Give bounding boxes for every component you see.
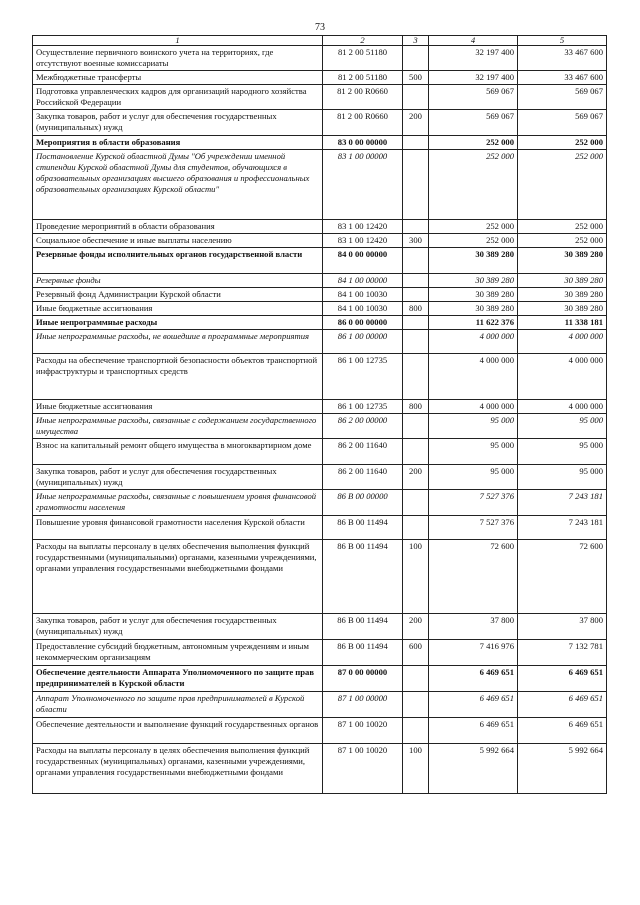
expense-type-cell — [403, 439, 429, 465]
target-code-cell: 87 0 00 00000 — [323, 666, 403, 692]
expense-name-cell: Иные бюджетные ассигнования — [33, 302, 323, 316]
table-row — [33, 400, 607, 414]
expense-name-cell: Постановление Курской областной Думы "Об учреждении именной стипендии Курской областной Думы для студентов, обучающихся в образовательных организациях высшего образования и профессиональных образовательных организациях Курской области" — [33, 150, 323, 220]
target-code-cell: 81 2 00 R0660 — [323, 85, 403, 110]
table-row — [33, 414, 607, 439]
target-code-cell: 86 В 00 11494 — [323, 540, 403, 614]
table-row — [33, 85, 607, 110]
target-code-cell: 87 1 00 10020 — [323, 718, 403, 744]
expense-name-cell: Закупка товаров, работ и услуг для обеспечения государственных (муниципальных) нужд — [33, 465, 323, 490]
table-row — [33, 744, 607, 794]
table-row — [33, 330, 607, 354]
table-row — [33, 46, 607, 71]
target-code-cell: 81 2 00 51180 — [323, 71, 403, 85]
expense-name-cell: Осуществление первичного воинского учета на территориях, где отсутствуют военные комиссариаты — [33, 46, 323, 71]
table-row — [33, 316, 607, 330]
expense-name-cell: Расходы на обеспечение транспортной безопасности объектов транспортной инфраструктуры и транспортных средств — [33, 354, 323, 400]
expense-name-cell: Иные бюджетные ассигнования — [33, 400, 323, 414]
expense-type-cell: 200 — [403, 465, 429, 490]
amount-col5-cell: 30 389 280 — [518, 302, 607, 316]
target-code-cell: 81 2 00 51180 — [323, 46, 403, 71]
table-row — [33, 516, 607, 540]
target-code-cell: 86 2 00 11640 — [323, 439, 403, 465]
expense-name-cell: Повышение уровня финансовой грамотности населения Курской области — [33, 516, 323, 540]
expense-name-cell: Предоставление субсидий бюджетным, автономным учреждениям и иным некоммерческим организациям — [33, 640, 323, 666]
table-row — [33, 614, 607, 640]
amount-col5-cell: 569 067 — [518, 85, 607, 110]
amount-col5-cell: 7 243 181 — [518, 490, 607, 516]
target-code-cell: 83 1 00 00000 — [323, 150, 403, 220]
amount-col4-cell: 37 800 — [429, 614, 518, 640]
expense-type-cell — [403, 150, 429, 220]
target-code-cell: 86 1 00 00000 — [323, 330, 403, 354]
expense-name-cell: Резервный фонд Администрации Курской области — [33, 288, 323, 302]
expense-type-cell: 200 — [403, 614, 429, 640]
expense-type-cell: 300 — [403, 234, 429, 248]
target-code-cell: 86 В 00 11494 — [323, 516, 403, 540]
target-code-cell: 86 2 00 11640 — [323, 465, 403, 490]
amount-col4-cell: 30 389 280 — [429, 248, 518, 274]
amount-col5-cell: 95 000 — [518, 414, 607, 439]
table-row — [33, 465, 607, 490]
amount-col5-cell: 95 000 — [518, 439, 607, 465]
expense-name-cell: Обеспечение деятельности и выполнение функций государственных органов — [33, 718, 323, 744]
amount-col5-cell: 252 000 — [518, 136, 607, 150]
expense-type-cell: 200 — [403, 110, 429, 136]
expense-name-cell: Проведение мероприятий в области образования — [33, 220, 323, 234]
amount-col5-cell: 33 467 600 — [518, 46, 607, 71]
header-col-1: 1 — [33, 36, 323, 46]
amount-col4-cell: 252 000 — [429, 234, 518, 248]
expense-name-cell: Мероприятия в области образования — [33, 136, 323, 150]
target-code-cell: 86 В 00 00000 — [323, 490, 403, 516]
target-code-cell: 87 1 00 10020 — [323, 744, 403, 794]
expense-type-cell — [403, 274, 429, 288]
expense-name-cell: Иные непрограммные расходы — [33, 316, 323, 330]
table-row — [33, 234, 607, 248]
expense-type-cell — [403, 248, 429, 274]
table-row — [33, 540, 607, 614]
amount-col5-cell: 569 067 — [518, 110, 607, 136]
amount-col5-cell: 30 389 280 — [518, 274, 607, 288]
amount-col4-cell: 72 600 — [429, 540, 518, 614]
header-col-5: 5 — [518, 36, 607, 46]
table-row — [33, 288, 607, 302]
table-row — [33, 640, 607, 666]
table-row — [33, 439, 607, 465]
amount-col5-cell: 252 000 — [518, 150, 607, 220]
expense-name-cell: Социальное обеспечение и иные выплаты населению — [33, 234, 323, 248]
amount-col5-cell: 7 243 181 — [518, 516, 607, 540]
expense-type-cell — [403, 46, 429, 71]
amount-col4-cell: 95 000 — [429, 465, 518, 490]
table-row — [33, 150, 607, 220]
table-row — [33, 136, 607, 150]
target-code-cell: 86 В 00 11494 — [323, 614, 403, 640]
target-code-cell: 81 2 00 R0660 — [323, 110, 403, 136]
expense-name-cell: Иные непрограммные расходы, не вошедшие в программные мероприятия — [33, 330, 323, 354]
expense-name-cell: Резервные фонды исполнительных органов государственной власти — [33, 248, 323, 274]
expense-type-cell — [403, 316, 429, 330]
expense-type-cell — [403, 354, 429, 400]
table-row — [33, 302, 607, 316]
amount-col4-cell: 7 527 376 — [429, 516, 518, 540]
expense-name-cell: Закупка товаров, работ и услуг для обеспечения государственных (муниципальных) нужд — [33, 110, 323, 136]
table-row — [33, 354, 607, 400]
target-code-cell: 84 1 00 10030 — [323, 288, 403, 302]
amount-col4-cell: 5 992 664 — [429, 744, 518, 794]
amount-col4-cell: 7 527 376 — [429, 490, 518, 516]
expense-type-cell — [403, 136, 429, 150]
amount-col4-cell: 252 000 — [429, 220, 518, 234]
amount-col5-cell: 4 000 000 — [518, 330, 607, 354]
amount-col5-cell: 6 469 651 — [518, 718, 607, 744]
expense-type-cell — [403, 666, 429, 692]
expense-name-cell: Подготовка управленческих кадров для организаций народного хозяйства Российской Федерации — [33, 85, 323, 110]
target-code-cell: 84 1 00 00000 — [323, 274, 403, 288]
amount-col5-cell: 5 992 664 — [518, 744, 607, 794]
expense-type-cell — [403, 692, 429, 718]
header-col-3: 3 — [403, 36, 429, 46]
amount-col5-cell: 37 800 — [518, 614, 607, 640]
amount-col4-cell: 6 469 651 — [429, 718, 518, 744]
target-code-cell: 86 В 00 11494 — [323, 640, 403, 666]
expense-type-cell — [403, 288, 429, 302]
expense-type-cell: 100 — [403, 540, 429, 614]
amount-col5-cell: 7 132 781 — [518, 640, 607, 666]
amount-col4-cell: 7 416 976 — [429, 640, 518, 666]
amount-col4-cell: 95 000 — [429, 439, 518, 465]
target-code-cell: 86 0 00 00000 — [323, 316, 403, 330]
amount-col5-cell: 30 389 280 — [518, 288, 607, 302]
amount-col4-cell: 11 622 376 — [429, 316, 518, 330]
table-row — [33, 490, 607, 516]
target-code-cell: 87 1 00 00000 — [323, 692, 403, 718]
expense-name-cell: Обеспечение деятельности Аппарата Уполномоченного по защите прав предпринимателей в Курской области — [33, 666, 323, 692]
amount-col5-cell: 72 600 — [518, 540, 607, 614]
table-body — [33, 46, 607, 794]
expense-name-cell: Иные непрограммные расходы, связанные с содержанием государственного имущества — [33, 414, 323, 439]
amount-col4-cell: 4 000 000 — [429, 400, 518, 414]
amount-col4-cell: 6 469 651 — [429, 666, 518, 692]
amount-col4-cell: 252 000 — [429, 136, 518, 150]
expense-type-cell: 500 — [403, 71, 429, 85]
expense-name-cell: Закупка товаров, работ и услуг для обеспечения государственных (муниципальных) нужд — [33, 614, 323, 640]
expense-type-cell — [403, 516, 429, 540]
amount-col5-cell: 4 000 000 — [518, 400, 607, 414]
expense-type-cell — [403, 718, 429, 744]
expense-type-cell: 100 — [403, 744, 429, 794]
expense-name-cell: Взнос на капитальный ремонт общего имущества в многоквартирном доме — [33, 439, 323, 465]
expense-type-cell — [403, 330, 429, 354]
amount-col4-cell: 32 197 400 — [429, 71, 518, 85]
expense-type-cell — [403, 220, 429, 234]
expense-type-cell — [403, 490, 429, 516]
table-row — [33, 248, 607, 274]
amount-col4-cell: 6 469 651 — [429, 692, 518, 718]
amount-col4-cell: 30 389 280 — [429, 288, 518, 302]
header-col-4: 4 — [429, 36, 518, 46]
amount-col5-cell: 252 000 — [518, 234, 607, 248]
table-row — [33, 110, 607, 136]
amount-col4-cell: 30 389 280 — [429, 274, 518, 288]
amount-col5-cell: 95 000 — [518, 465, 607, 490]
budget-table — [32, 35, 607, 794]
amount-col5-cell: 30 389 280 — [518, 248, 607, 274]
expense-name-cell: Иные непрограммные расходы, связанные с повышением уровня финансовой грамотности населения — [33, 490, 323, 516]
expense-type-cell — [403, 414, 429, 439]
amount-col4-cell: 30 389 280 — [429, 302, 518, 316]
table-row — [33, 692, 607, 718]
amount-col4-cell: 4 000 000 — [429, 330, 518, 354]
expense-name-cell: Межбюджетные трансферты — [33, 71, 323, 85]
page-number: 73 — [315, 22, 325, 33]
table-row — [33, 274, 607, 288]
table-row — [33, 718, 607, 744]
table-row — [33, 71, 607, 85]
expense-name-cell: Расходы на выплаты персоналу в целях обеспечения выполнения функций государственными (муниципальными) органами, казенными учреждениями, органами управления государственными внебюджетными фондами — [33, 540, 323, 614]
target-code-cell: 83 0 00 00000 — [323, 136, 403, 150]
target-code-cell: 86 1 00 12735 — [323, 354, 403, 400]
amount-col5-cell: 4 000 000 — [518, 354, 607, 400]
amount-col5-cell: 252 000 — [518, 220, 607, 234]
expense-type-cell: 800 — [403, 302, 429, 316]
amount-col5-cell: 6 469 651 — [518, 692, 607, 718]
expense-name-cell: Резервные фонды — [33, 274, 323, 288]
amount-col4-cell: 252 000 — [429, 150, 518, 220]
target-code-cell: 84 0 00 00000 — [323, 248, 403, 274]
amount-col5-cell: 11 338 181 — [518, 316, 607, 330]
target-code-cell: 86 2 00 00000 — [323, 414, 403, 439]
amount-col4-cell: 4 000 000 — [429, 354, 518, 400]
target-code-cell: 83 1 00 12420 — [323, 234, 403, 248]
expense-type-cell: 600 — [403, 640, 429, 666]
amount-col5-cell: 33 467 600 — [518, 71, 607, 85]
expense-type-cell — [403, 85, 429, 110]
amount-col4-cell: 569 067 — [429, 110, 518, 136]
amount-col4-cell: 32 197 400 — [429, 46, 518, 71]
expense-name-cell: Расходы на выплаты персоналу в целях обеспечения выполнения функций государственных (муниципальных) органами, казенными учреждениями, органами управления государственными внебюджетными фондами — [33, 744, 323, 794]
table-header-row — [33, 36, 607, 46]
amount-col5-cell: 6 469 651 — [518, 666, 607, 692]
expense-name-cell: Аппарат Уполномоченного по защите прав предпринимателей в Курской области — [33, 692, 323, 718]
table-row — [33, 666, 607, 692]
target-code-cell: 86 1 00 12735 — [323, 400, 403, 414]
amount-col4-cell: 569 067 — [429, 85, 518, 110]
table-row — [33, 220, 607, 234]
target-code-cell: 83 1 00 12420 — [323, 220, 403, 234]
expense-type-cell: 800 — [403, 400, 429, 414]
target-code-cell: 84 1 00 10030 — [323, 302, 403, 316]
amount-col4-cell: 95 000 — [429, 414, 518, 439]
header-col-2: 2 — [323, 36, 403, 46]
